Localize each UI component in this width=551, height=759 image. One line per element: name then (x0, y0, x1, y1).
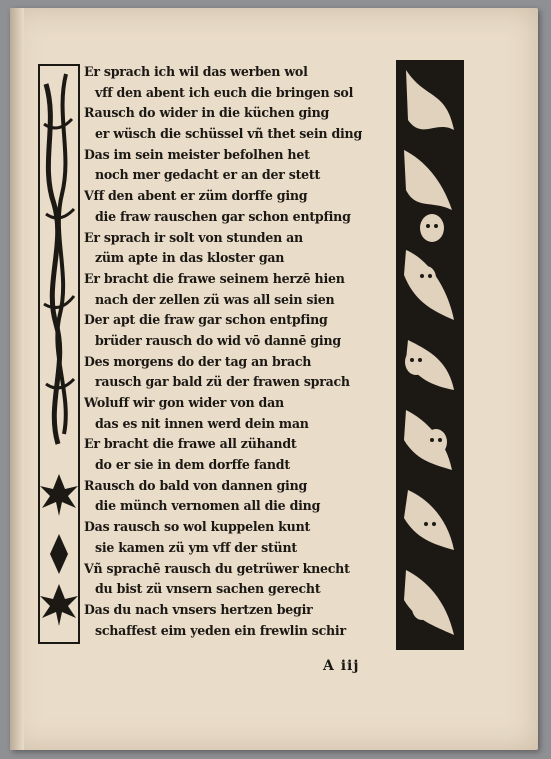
verse-line: Der apt die fraw gar schon entpfing (84, 312, 328, 328)
verse-line: du bist zü vnsern sachen gerecht (95, 581, 321, 597)
page-gutter-shadow (10, 8, 24, 750)
verse-text (84, 62, 396, 641)
verse-line: Des morgens do der tag an brach (84, 353, 312, 369)
verse-line: Vff den abent er züm dorffe ging (84, 188, 308, 204)
verse-line: brüder rausch do wid vō dannē ging (95, 332, 341, 348)
verse-line: Vñ sprachē rausch du getrüwer knecht (84, 560, 350, 576)
verse-line: Er bracht die frawe seinem herzē hien (84, 270, 345, 286)
verse-line: vff den abent ich euch die bringen sol (95, 84, 354, 100)
verse-line: Das du nach vnsers hertzen begir (84, 601, 313, 617)
verse-line: sie kamen zü ym vff der stünt (95, 539, 297, 555)
verse-line: das es nit innen werd dein man (95, 415, 309, 431)
right-woodcut-border (396, 60, 464, 650)
verse-line: schaffest eim yeden ein frewlin schir (95, 622, 346, 638)
verse-line: noch mer gedacht er an der stett (95, 167, 321, 183)
verse-line: die münch vernomen all die ding (95, 498, 321, 514)
verse-line: Das im sein meister befolhen het (84, 146, 310, 162)
verse-line: züm apte in das kloster gan (95, 250, 285, 266)
verse-line: Woluff wir gon wider von dan (84, 395, 284, 410)
verse-line: Das rausch so wol kuppelen kunt (84, 519, 311, 535)
verse-line: rausch gar bald zü der frawen sprach (95, 374, 350, 390)
verse-line: die fraw rauschen gar schon entpfing (95, 208, 351, 224)
verse-line: Rausch do bald von dannen ging (84, 477, 308, 493)
verse-line: nach der zellen zü was all sein sien (95, 291, 335, 307)
verse-line: do er sie in dem dorffe fandt (95, 457, 290, 473)
verse-line: Er bracht die frawe all zühandt (84, 436, 297, 452)
book-page (10, 8, 538, 750)
verse-line: Rausch do wider in die küchen ging (84, 105, 330, 121)
signature-mark: A iij (323, 658, 360, 674)
verse-line: er wüsch die schüssel vñ thet sein ding (95, 126, 363, 142)
verse-line: Er sprach ir solt von stunden an (84, 229, 303, 245)
verse-line: Er sprach ich wil das werben wol (84, 64, 308, 79)
left-woodcut-border (38, 64, 80, 644)
